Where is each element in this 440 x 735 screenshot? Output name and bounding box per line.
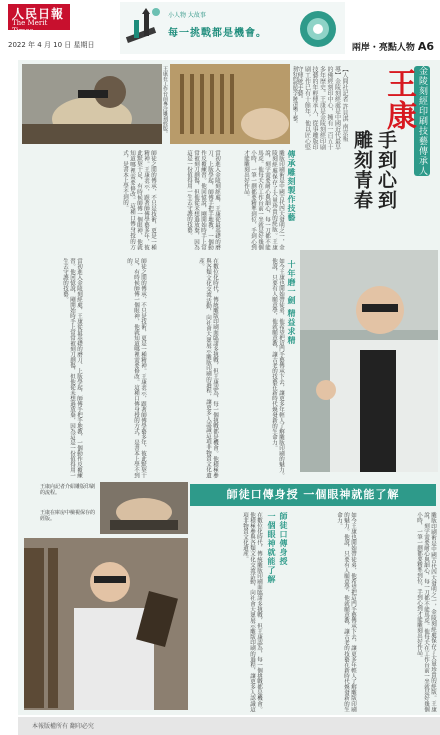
photo-portrait bbox=[300, 250, 438, 472]
headline-line-2: 雕刻青春 bbox=[351, 130, 373, 210]
headline-line-1: 手到心到 bbox=[375, 130, 397, 210]
masthead-name: 人民日報 bbox=[12, 7, 65, 21]
subhead-3: 一個眼神就能了解 bbox=[267, 512, 276, 584]
photo-portrait-graphic bbox=[300, 250, 438, 472]
masthead-logo bbox=[8, 4, 70, 35]
article-headline bbox=[350, 130, 398, 250]
photo-carving-graphic bbox=[22, 64, 162, 144]
page-header bbox=[0, 0, 440, 60]
body-paragraph-3: 師徒之間的傳承，不只是技術，更是一種精神。王康表示，跟著師傅學藝多年，彼此默契十足，有時候師傅一個眼神，他就知道哪裡需要修改。這種口傳身授的方式，是書本上學不到的。 bbox=[122, 150, 156, 250]
body-paragraph-3b: 師徒之間的傳承，不只是技術，更是一種精神。王康表示，跟著師傅學藝多年，彼此默契十足，有時候師傅一個眼神，他就知道哪裡需要修改。這種口傳身授的方式，是書本上學不到的。 bbox=[126, 258, 146, 478]
page-number: A6 bbox=[417, 40, 434, 53]
body-paragraph-1: 雕版印刷術是中國古代四大發明之一，金陵刻經處保存了大量珍貴的經版。王康說，刻字需要耐心與細心，每一刀都不能馬虎。他每天在工作台前一坐就是好幾個小時，一筆一劃都要精準到位，手到心到才能雕刻出好作品。 bbox=[243, 150, 284, 250]
page-footer bbox=[18, 717, 440, 735]
article-title-block bbox=[348, 64, 440, 244]
caption-4: 王康在庫房中檢視保存的經版。 bbox=[40, 510, 96, 522]
body-paragraph-4: 如今王康也開始帶徒弟，他希望把這門手藝傳承下去，讓更多年輕人了解雕版印刷的魅力。他說，只要有人願意學，他就願意教，讓古老的技藝在新時代煥發新的生命力。 bbox=[271, 258, 284, 478]
body-paragraph-7: 如今王康也開始帶徒弟，他希望把這門手藝傳承下去，讓更多年輕人了解雕版印刷的魅力。他說，只要有人願意學，他就願意教，讓古老的技藝在新時代煥發新的生命力。 bbox=[336, 512, 356, 712]
photo-archive-graphic bbox=[24, 538, 188, 710]
photo-hands-graphic bbox=[100, 482, 188, 534]
banner-tag: 小人物 大故事 bbox=[168, 12, 206, 19]
subhead-4: 十年磨一劍 精益求精 bbox=[287, 260, 296, 345]
masthead-name-en: The Merit Times bbox=[12, 19, 48, 35]
body-paragraph-2: 當初進入金陵刻經處，王康從最基礎的磨刀、上版學起，師傅手把手地教，一個動作反覆練習。他回憶說，剛開始時手上常常被刻刀劃傷，但他從未想過放棄，因為這是一份值得用一生去守護的技藝。 bbox=[186, 150, 220, 250]
caption-1: 王康在工作台前專注雕刻經版。 bbox=[162, 66, 168, 136]
footer-copyright: 本報版權所有 翻印必究 bbox=[32, 723, 94, 730]
target-circle-icon bbox=[295, 6, 341, 52]
caption-3: 王康向記者介紹雕版印刷的流程。 bbox=[40, 484, 96, 496]
header-banner bbox=[120, 2, 345, 54]
body-paragraph-2b: 當初進入金陵刻經處，王康從最基礎的磨刀、上版學起，師傅手把手地教，一個動作反覆練習。他回憶說，剛開始時手上常常被刻刀劃傷，但他從未想過放棄，因為這是一份值得用一生去守護的技藝。 bbox=[62, 258, 82, 478]
body-paragraph-8: 在數位化時代，傳統雕版印刷面臨諸多挑戰，但王康認為，每一個挑戰都是機會。他積極參與各類文化交流活動，向社會大眾展示雕版印刷的過程，讓更多人認識這項非物質文化遺產。 bbox=[242, 512, 262, 712]
body-paragraph-6: 雕版印刷術是中國古代四大發明之一，金陵刻經處保存了大量珍貴的經版。王康說，刻字需要耐心與細心，每一刀都不能馬虎。他每天在工作台前一坐就是好幾個小時，一筆一劃都要精準到位，手到心到才能雕刻出好作品。 bbox=[416, 512, 436, 712]
article-name: 王康 bbox=[381, 68, 416, 132]
article-kicker: 金陵刻經印刷技藝傳承人 bbox=[414, 66, 430, 176]
article-lead: 【人間社記者 許貝淇 南京報導】金陵刻經處是中國近代最早的佛經刻印中心，擁有一百五十多年歷史。王康是金陵刻經印刷技藝的年輕傳承人，從事雕版印刷工作已有十餘年，他以匠心堅守傳統手藝。 bbox=[296, 66, 348, 150]
subhead-1: 傳承雕刻製作技藝 bbox=[287, 150, 296, 222]
fountain-pen-illustration bbox=[120, 2, 166, 54]
photo-carving-closeup bbox=[22, 64, 162, 144]
section-label bbox=[352, 40, 434, 53]
section-banner: 師徒口傳身授 一個眼神就能了解 bbox=[190, 484, 436, 506]
photo-archive bbox=[24, 538, 188, 710]
banner-slogan: 每一挑戰都是機會。 bbox=[168, 28, 267, 39]
photo-woodblock bbox=[170, 64, 290, 144]
photo-hands-tools bbox=[100, 482, 188, 534]
subhead-2: 師徒口傳身授 bbox=[279, 512, 288, 566]
caption-2: 刻好的經版字跡清晰工整。 bbox=[292, 66, 298, 126]
issue-date: 2022 年 4 月 10 日 星期日 bbox=[8, 41, 95, 49]
section-name: 兩岸・亮點人物 bbox=[351, 43, 415, 53]
photo-woodblock-graphic bbox=[170, 64, 290, 144]
body-paragraph-5: 在數位化時代，傳統雕版印刷面臨諸多挑戰，但王康認為，每一個挑戰都是機會。他積極參與各類文化交流活動，向社會大眾展示雕版印刷的過程，讓更多人認識這項非物質文化遺產。 bbox=[198, 258, 218, 478]
